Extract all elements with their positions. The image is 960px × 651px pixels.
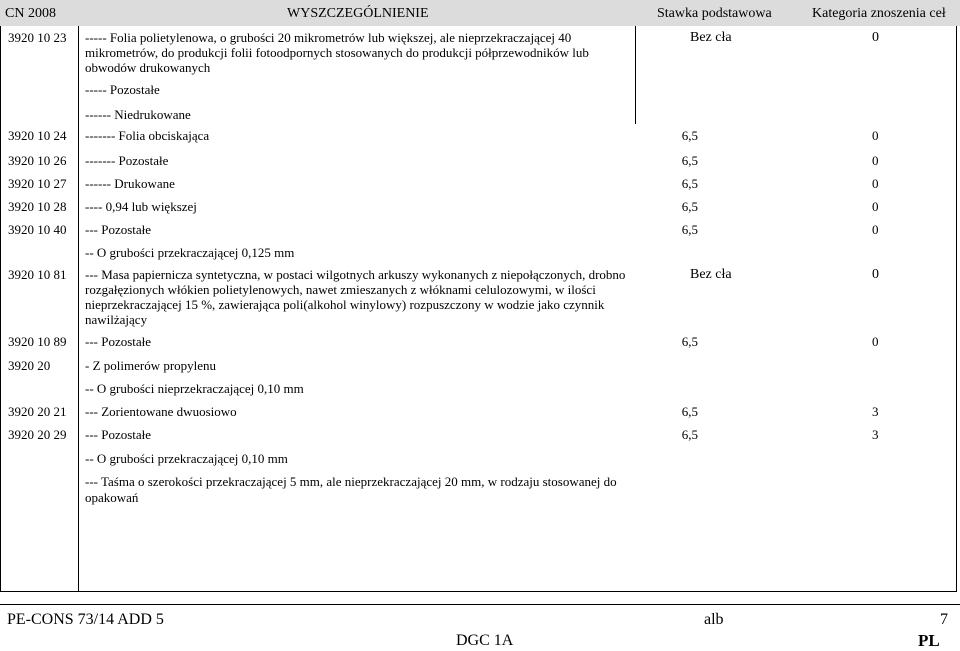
row-description: obwodów drukowanych <box>85 60 211 75</box>
row-description: - Z polimerów propylenu <box>85 358 217 373</box>
row-description: ------- Folia obciskająca <box>85 128 210 143</box>
header-cn: CN 2008 <box>5 6 56 21</box>
row-description: ----- Pozostałe <box>85 82 160 97</box>
row-rate: 6,5 <box>681 334 698 349</box>
row-code: 3920 20 29 <box>8 427 67 442</box>
row-category: 0 <box>872 267 879 282</box>
table-header <box>0 0 960 26</box>
row-description: --- Zorientowane dwuosiowo <box>85 404 237 419</box>
row-code: 3920 10 23 <box>8 30 67 45</box>
column-divider <box>78 26 79 592</box>
header-staging-category: Kategoria znoszenia ceł <box>812 6 946 21</box>
document-reference: PE-CONS 73/14 ADD 5 <box>7 611 164 628</box>
row-description: --- Pozostałe <box>85 222 152 237</box>
page-number: 7 <box>940 611 948 628</box>
row-code: 3920 20 21 <box>8 404 67 419</box>
row-rate: 6,5 <box>681 153 698 168</box>
row-rate: 6,5 <box>681 176 698 191</box>
row-description: --- Pozostałe <box>85 334 152 349</box>
row-description: ----- Folia polietylenowa, o grubości 20 mikrometrów lub większej, ale nieprzekraczającej 40 <box>85 30 572 45</box>
page-footer <box>0 604 960 651</box>
header-base-rate: Stawka podstawowa <box>657 6 772 21</box>
row-category: 0 <box>872 199 879 214</box>
row-code: 3920 10 40 <box>8 222 67 237</box>
row-rate: Bez cła <box>690 30 732 45</box>
row-description: ------ Drukowane <box>85 176 175 191</box>
row-description: ------ Niedrukowane <box>85 107 191 122</box>
row-code: 3920 10 26 <box>8 153 67 168</box>
row-rate: Bez cła <box>690 267 732 282</box>
row-code: 3920 10 28 <box>8 199 67 214</box>
row-category: 3 <box>872 427 879 442</box>
row-category: 0 <box>872 176 879 191</box>
row-description: --- Taśma o szerokości przekraczającej 5 mm, ale nieprzekraczającej 20 mm, w rodzaju stosowanej do <box>85 474 617 489</box>
row-category: 0 <box>872 128 879 143</box>
author-initials: alb <box>704 611 724 628</box>
row-description: ---- 0,94 lub większej <box>85 199 197 214</box>
row-rate: 6,5 <box>681 199 698 214</box>
row-rate: 6,5 <box>681 427 698 442</box>
row-description: opakowań <box>85 490 139 505</box>
row-description: -- O grubości przekraczającej 0,125 mm <box>85 245 295 260</box>
row-description: -- O grubości nieprzekraczającej 0,10 mm <box>85 381 304 396</box>
row-code: 3920 10 81 <box>8 267 67 282</box>
row-description: mikrometrów, do produkcji folii fotoodpornych stosowanych do produkcji półprzewodników lub <box>85 45 589 60</box>
row-description: ------- Pozostałe <box>85 153 169 168</box>
row-rate: 6,5 <box>681 222 698 237</box>
column-divider <box>635 26 636 124</box>
row-rate: 6,5 <box>681 128 698 143</box>
row-code: 3920 10 24 <box>8 128 67 143</box>
row-description: rozgałęzionych włókien polietylenowych, nawet zmieszanych z włóknami celulozowymi, w ilości <box>85 282 596 297</box>
row-rate: 6,5 <box>681 404 698 419</box>
row-description: --- Masa papiernicza syntetyczna, w postaci wilgotnych arkuszy wykonanych z niepołączonych, drobno <box>85 267 626 282</box>
header-description: WYSZCZEGÓLNIENIE <box>287 6 429 21</box>
language-code: PL <box>918 631 940 650</box>
row-category: 0 <box>872 153 879 168</box>
row-category: 3 <box>872 404 879 419</box>
row-category: 0 <box>872 222 879 237</box>
row-code: 3920 10 27 <box>8 176 67 191</box>
directorate-code: DGC 1A <box>456 632 514 649</box>
row-code: 3920 20 <box>8 358 51 373</box>
row-category: 0 <box>872 334 879 349</box>
row-code: 3920 10 89 <box>8 334 67 349</box>
row-description: -- O grubości przekraczającej 0,10 mm <box>85 451 288 466</box>
row-category: 0 <box>872 30 879 45</box>
row-description: --- Pozostałe <box>85 427 152 442</box>
row-description: nieprzekraczającej 15 %, zawierająca poli(alkohol winylowy) rozpuszczony w wodzie jako czynnik <box>85 297 605 312</box>
row-description: nawilżający <box>85 312 148 327</box>
